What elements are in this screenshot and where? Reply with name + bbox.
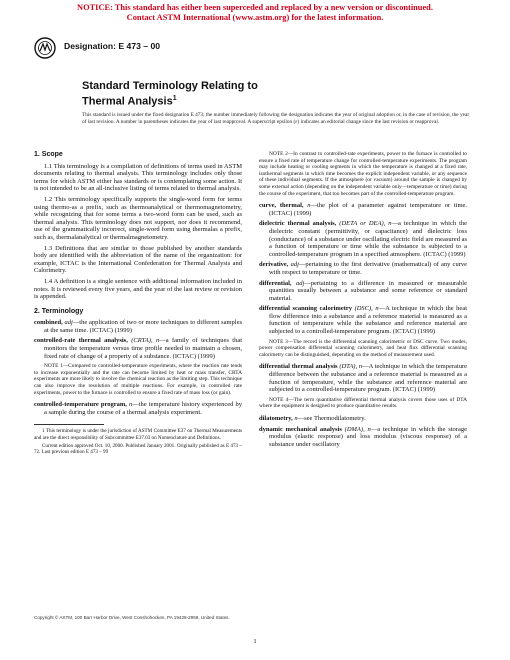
left-column <box>34 151 242 458</box>
term-definition: —a family of techniques that monitors the temperature versus time profile needed to maintain a chosen, fixed rate of change of a property of a substance. (ICTAC) (1999) <box>44 337 243 360</box>
term-definition: —the plot of a parameter against temperature or time. (ICTAC) (1999) <box>269 202 468 217</box>
term-pos: n <box>155 337 160 345</box>
term-entry <box>259 280 467 303</box>
term-definition: —a technique in which the storage modulus (elastic response) and loss modulus (viscous response) of a substance under oscillatory <box>269 425 467 448</box>
term-pos: n <box>307 202 311 210</box>
term-definition: —a technique in which the dielectric constant (permittivity, or capacitance) and dielectric loss (conductance) of a substance under oscillating electric field are measured as a function of temperature or time while the substance is subjected to a controlled-temperature program in a specified atmosphere. (ICTAC) (1999) <box>269 220 468 258</box>
title-footnote-mark: 1 <box>172 94 177 102</box>
term-name: differential, <box>259 279 292 287</box>
notice-line-1: NOTICE: This standard has either been superceded and replaced by a new version or discontinued. <box>77 3 433 12</box>
right-column <box>259 151 467 451</box>
footnote-divider <box>34 424 104 425</box>
term-abbr: (DMA), <box>344 425 365 433</box>
term-pos: n <box>358 363 363 371</box>
scope-paragraph: 1.1 This terminology is a compilation of definitions of terms used in ASTM documents relating to thermal analysis. This terminology includes only those terms for which ASTM either has standards or is contemplating some action. It is not intended to be an all-inclusive listing of terms related to thermal analysis. <box>34 162 242 193</box>
scope-paragraph: 1.2 This terminology specifically supports the single-word form for terms using thermo-as a prefix, such as thermoanalytical or thermomagnetometry, while recognizing that for some terms a two-word form can be used, such as thermal analysis. This terminology does not support, nor does it recommend, use of the grammatically incorrect, single-word form using thermalas a prefix, such as, thermalanalytical or thermalmagnetometry. <box>34 195 242 241</box>
note-4: NOTE 4—The term quantitative differential thermal analysis covers those uses of DTA where the equipment is designed to produce quantitative results. <box>259 396 467 410</box>
title-line-2: Thermal Analysis <box>82 95 173 108</box>
term-definition: —the application of two or more techniques to different samples at the same time. (ICTAC) (1999) <box>44 319 242 334</box>
scope-paragraph: 1.3 Definitions that are similar to those published by another standards body are identified with the abbreviation of the name of the organization: for example, ICTAC is the International Confederation for Thermal Analysis and Calorimetry. <box>34 244 242 275</box>
term-abbr: (DETA or DEA), <box>339 220 386 228</box>
term-entry <box>34 319 242 334</box>
term-definition: —pertaining to a difference in measured or measurable quantities usually between a substance and some reference or standard material. <box>269 279 467 302</box>
term-definition: —A technique in which the heat flow difference into a substance and a reference material is measured as a function of temperature while the substance and reference material are subjected to a controlled-temperature program. (ICTAC) (1999) <box>269 305 468 336</box>
term-abbr: (DTA), <box>339 363 358 371</box>
term-name: dilatometry, <box>259 415 293 422</box>
footnote: 1 This terminology is under the jurisdiction of ASTM Committee E37 on Thermal Measurements and are the direct responsibility of Subcommittee E37.03 on Nomenclature and Definitions. <box>34 428 242 441</box>
term-pos: n <box>367 425 371 433</box>
term-pos: adj <box>290 261 299 269</box>
term-name: combined, <box>34 319 63 327</box>
term-abbr: (CRTA), <box>131 337 153 345</box>
issuance-statement: This standard is issued under the fixed designation E 473; the number immediately following the designation indicates the year of original adoption or, in the case of revision, the year of last revision. A number in parentheses indicates the year of last reapproval. A superscript epsilon (ε) indicates an editorial change since the last revision or reapproval. <box>82 112 470 125</box>
term-entry <box>259 261 467 276</box>
term-entry <box>34 337 242 360</box>
note-1: NOTE 1—Compared to controlled-temperature experiments, where the reaction rate tends to increase exponentially and the rate can become limited by heat or mass transfer, CRTA experiments are more likely to involve the chemical reaction as the limiting step. This technique can also improve the resolution of multiple reactions. For example, in controlled rate experiments, power to the furnace is controlled to ensure a fixed rate of mass loss (or gain). <box>34 363 242 396</box>
term-abbr: (DSC), <box>354 305 373 313</box>
term-pos: n <box>388 220 392 228</box>
term-entry <box>34 401 242 416</box>
term-pos: n <box>294 415 298 422</box>
supersede-notice <box>0 3 510 23</box>
term-name: controlled-rate thermal analysis, <box>34 337 128 345</box>
term-pos: n <box>375 305 379 313</box>
term-definition: —see Thermodilatometry. <box>297 415 366 422</box>
notice-line-2: Contact ASTM International (www.astm.org) for the latest information. <box>126 13 384 22</box>
term-entry <box>259 363 467 393</box>
term-pos: adj <box>295 279 305 287</box>
term-entry <box>259 305 467 335</box>
term-name: differential scanning calorimetry <box>259 305 353 313</box>
title-line-1: Standard Terminology Relating to <box>82 80 258 92</box>
footnote: Current edition approved Oct. 10, 2000. Published January 2001. Originally published as E 473 – 72. Last previous edition E 473 – 99 <box>34 443 242 456</box>
term-name: dielectric thermal analysis, <box>259 220 337 228</box>
note-2: NOTE 2—In contrast to controlled-rate experiments, power to the furnace is controlled to ensure a fixed rate of temperature change for controlled-temperature experiments. The program may include heating or cooling segments in which the temperature is changed at a fixed rate, isothermal segments in which time becomes the explicit independent variable, or any sequence of these individual segments. If the atmosphere (or vacuum) around the sample is changed by some external action (depending on the independent variable only—temperature or time) during the course of the experiment, that too becomes part of the controlled-temperature program. <box>259 151 467 197</box>
designation: Designation: E 473 – 00 <box>64 41 160 51</box>
term-definition: —A technique in which the temperature difference between the substance and a reference material is measured as a function of temperature, while the substance and reference material are subjected to a controlled-temperature program. (ICTAC) (1999) <box>269 363 467 394</box>
term-name: dynamic mechanical analysis <box>259 425 342 433</box>
document-title <box>82 80 462 108</box>
term-pos: adj <box>64 319 73 327</box>
term-entry <box>259 415 467 423</box>
scope-paragraph: 1.4 A definition is a single sentence with additional information included in notes. It is reviewed every five years, and the year of the last review or revision is appended. <box>34 277 242 301</box>
term-entry <box>259 220 467 258</box>
term-entry <box>259 426 467 449</box>
term-definition: —the temperature history experienced by a sample during the course of a thermal analysis experiment. <box>44 401 243 416</box>
term-definition: —pertaining to the first derivative (mathematical) of any curve with respect to temperature or time. <box>269 261 467 276</box>
term-pos: n <box>128 401 133 409</box>
copyright-line: Copyright © ASTM, 100 Barr Harbor Drive, West Conshohocken, PA 19428-2959, United States. <box>34 615 230 620</box>
astm-logo-icon <box>34 37 56 59</box>
term-entry <box>259 202 467 217</box>
terminology-heading: 2. Terminology <box>34 307 84 315</box>
term-name: controlled-temperature program, <box>34 401 127 409</box>
page-number: 1 <box>253 638 257 645</box>
note-3: NOTE 3—The record is the differential scanning calorimetric or DSC curve. Two modes, power compensation differential scanning calorimetry, and heat flux differential scanning calorimetry can be distinguished, depending on the method of measurement used. <box>259 338 467 358</box>
term-name: derivative, <box>259 261 289 269</box>
scope-heading: 1. Scope <box>34 151 63 158</box>
term-name: differential thermal analysis <box>259 363 338 371</box>
term-name: curve, thermal, <box>259 202 304 210</box>
